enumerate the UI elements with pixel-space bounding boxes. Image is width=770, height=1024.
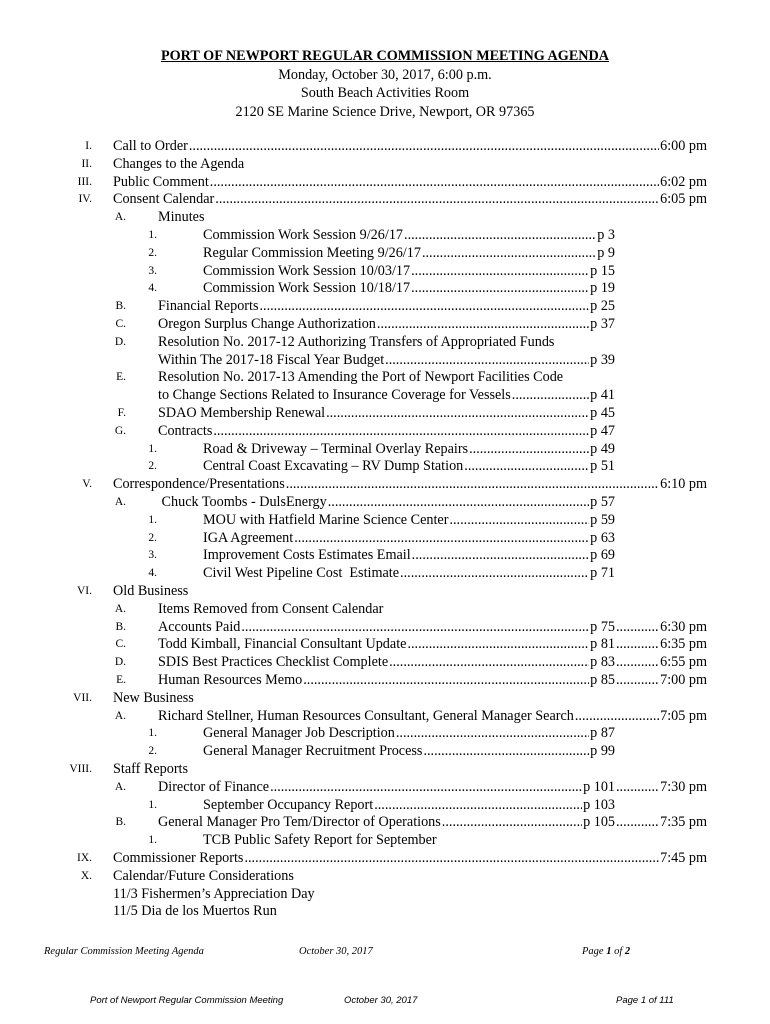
dot-leader [575,707,659,725]
dot-leader [616,618,659,636]
agenda-item-text: Resolution No. 2017-13 Amending the Port of Newport Facilities Code [158,369,564,386]
dot-leader [411,279,589,297]
dot-leader [400,564,589,582]
dot-leader [241,618,589,636]
agenda-item [0,244,770,262]
agenda-item [0,529,770,547]
agenda-item-text: MOU with Hatfield Marine Science Center [203,511,449,528]
agenda-item [0,902,770,920]
agenda-item-number: D. [114,335,126,348]
dot-leader [449,511,589,529]
agenda-item-line [158,671,615,689]
agenda-item [0,475,770,493]
dot-leader [412,546,590,564]
agenda-item-number: G. [114,424,126,437]
agenda-header [0,47,770,121]
agenda-item [0,778,770,796]
agenda-item-text: TCB Public Safety Report for September [203,832,437,849]
agenda-item [0,315,770,333]
agenda-item-number: 1. [148,834,157,847]
agenda-item [0,333,770,351]
agenda-item [0,831,770,849]
agenda-item [0,422,770,440]
dot-leader [210,173,659,191]
dot-leader [407,635,589,653]
agenda-item-page: p 57 [590,494,615,510]
agenda-item-text: Calendar/Future Considerations [113,867,294,884]
dot-leader [189,137,659,155]
agenda-item [0,653,770,671]
agenda-item-line [158,813,615,831]
agenda-item-line [158,653,615,671]
agenda-item-line [203,244,615,262]
agenda-item-text: General Manager Pro Tem/Director of Operations [158,814,441,831]
dot-leader [616,813,659,831]
agenda-item [0,190,770,208]
agenda-item-line [158,618,615,636]
agenda-item-page: p 39 [590,351,615,368]
agenda-item-text: Director of Finance [158,778,270,795]
agenda-item-line [113,173,707,191]
agenda-item-page: p 69 [590,547,615,564]
agenda-item-number: III. [77,175,92,188]
agenda-item-text: General Manager Job Description [203,725,395,742]
dot-leader [270,778,582,796]
agenda-item [0,742,770,760]
dot-leader [616,778,659,796]
agenda-item [0,457,770,475]
agenda-item [0,297,770,315]
agenda-item-text: Todd Kimball, Financial Consultant Update [158,636,407,653]
packet-footer-page: Page 1 of 111 [616,995,674,1006]
agenda-item-line [203,564,615,582]
footer-date: October 30, 2017 [299,946,373,957]
dot-leader [303,671,589,689]
dot-leader [404,226,596,244]
dot-leader [215,190,659,208]
agenda-item-time-line [615,778,707,796]
agenda-item-page: p 103 [583,796,615,813]
agenda-item [0,173,770,191]
agenda-item-number: 2. [148,531,157,544]
agenda-item-text: Commission Work Session 10/03/17 [203,262,411,279]
agenda-item-number: 4. [148,567,157,580]
agenda-item [0,440,770,458]
agenda-item-page: p 3 [597,227,615,243]
agenda-item [0,546,770,564]
agenda-item-time: 7:45 pm [660,850,707,866]
agenda-item-page: p 105 [583,814,615,831]
footer-page [582,946,630,957]
agenda-item-text: Within The 2017-18 Fiscal Year Budget [158,351,385,368]
agenda-item-line [158,351,615,369]
agenda-item-number: 3. [148,264,157,277]
agenda-item-number: C. [115,638,126,651]
agenda-item [0,600,770,618]
agenda-item-text: Call to Order [113,138,188,154]
agenda-item [0,885,770,903]
agenda-item-number: A. [114,709,126,722]
agenda-item-time-line [615,671,707,689]
agenda-item-page: p 101 [583,778,615,795]
agenda-item-line [203,546,615,564]
agenda-item-number: C. [115,318,126,330]
dot-leader [374,796,582,814]
agenda-item [0,564,770,582]
agenda-item-text: Improvement Costs Estimates Email [203,547,411,564]
agenda-item-time: 6:10 pm [660,476,707,493]
dot-leader [377,315,589,333]
agenda-item-page: p 37 [590,316,615,332]
agenda-item-time: 6:55 pm [660,654,707,671]
agenda-item-text: Consent Calendar [113,191,215,208]
agenda-item-line [113,190,707,208]
footer-page-num: 1 [606,946,612,957]
agenda-item [0,689,770,707]
agenda-item-number: A. [114,602,126,615]
dot-leader [326,404,589,422]
agenda-item-text: Changes to the Agenda [113,155,245,172]
agenda-item-line [158,635,615,653]
agenda-item-number: IV. [78,193,92,206]
footer-page-prefix: Page [582,946,607,957]
agenda-item [0,262,770,280]
agenda-item [0,155,770,173]
dot-leader [616,653,659,671]
agenda-item-line [203,742,615,760]
agenda-item-line [158,404,615,422]
agenda-item-line [158,386,615,404]
agenda-item-time: 6:05 pm [660,191,707,208]
agenda-item-number: VI. [76,585,92,597]
agenda-item-line [203,796,615,814]
agenda-item-page: p 19 [590,280,615,297]
agenda-item-page: p 45 [590,405,615,421]
agenda-item [0,760,770,778]
agenda-item-text: 11/3 Fishermen’s Appreciation Day [113,885,315,902]
agenda-item-page: p 83 [590,654,615,671]
agenda-item-text: Regular Commission Meeting 9/26/17 [203,244,421,261]
agenda-item-line [158,493,615,511]
agenda-item [0,226,770,244]
agenda-item [0,796,770,814]
agenda-item-text: Financial Reports [158,298,259,315]
agenda-item-line [203,262,615,280]
agenda-item-time-line [615,618,707,636]
agenda-item-page: p 59 [590,511,615,528]
dot-leader [213,422,589,440]
meeting-address: 2120 SE Marine Science Drive, Newport, OR 97365 [235,103,535,120]
agenda-item-number: F. [117,407,126,419]
agenda-item [0,511,770,529]
agenda-item-text: Central Coast Excavating – RV Dump Station [203,458,464,475]
agenda-item-text: Civil West Pipeline Cost Estimate [203,565,400,582]
meeting-location: South Beach Activities Room [300,85,470,101]
agenda-item-text: Staff Reports [113,761,189,777]
agenda-item [0,867,770,885]
dot-leader [423,742,589,760]
agenda-item-page: p 9 [597,244,615,261]
agenda-item [0,582,770,600]
agenda-item-number: 2. [148,745,157,758]
dot-leader [616,671,659,689]
agenda-item [0,813,770,831]
agenda-item-page: p 87 [590,725,615,742]
packet-footer-date: October 30, 2017 [344,995,418,1006]
agenda-item [0,386,770,404]
agenda-item [0,618,770,636]
page-title: PORT OF NEWPORT REGULAR COMMISSION MEETING AGENDA [160,48,610,64]
agenda-item-line [158,778,615,796]
agenda-item-number: A. [114,211,126,224]
agenda-item-number: 4. [148,282,157,295]
agenda-item-text: Accounts Paid [158,618,241,635]
agenda-item-line [203,511,615,529]
agenda-item-time: 6:02 pm [660,173,707,190]
agenda-item-number: II. [81,157,92,170]
dot-leader [385,351,589,369]
agenda-item-page: p 81 [590,636,615,653]
agenda-item-number: B. [115,300,126,313]
agenda-item-number: 1. [148,798,157,811]
agenda-item-number: 2. [148,246,157,259]
agenda-item-number: 1. [148,442,157,455]
dot-leader [389,653,589,671]
agenda-item-text: Richard Stellner, Human Resources Consultant, General Manager Search [158,707,574,724]
agenda-item-text: Correspondence/Presentations [113,476,285,493]
dot-leader [244,849,659,867]
agenda-item [0,635,770,653]
agenda-item [0,707,770,725]
agenda-item [0,493,770,511]
agenda-item [0,279,770,297]
agenda-item [0,368,770,386]
agenda-item-time: 6:00 pm [660,138,707,154]
agenda-item-number: I. [85,140,92,152]
packet-footer-doc-name: Port of Newport Regular Commission Meeting [90,995,284,1006]
agenda-item-text: Minutes [158,209,205,226]
agenda-item-number: 1. [148,727,157,740]
agenda-item-number: 1. [148,513,157,526]
dot-leader [469,440,589,458]
agenda-item-line [158,297,615,315]
agenda-item [0,724,770,742]
agenda-item-page: p 85 [590,672,615,688]
agenda-item-time-line [615,635,707,653]
dot-leader [328,493,589,511]
agenda-item-number: VII. [73,691,92,704]
agenda-item-number: 3. [148,549,157,562]
agenda-item-text: Commission Work Session 10/18/17 [203,280,411,297]
agenda-item [0,208,770,226]
agenda-item-text: Resolution No. 2017-12 Authorizing Transfers of Appropriated Funds [158,333,555,350]
agenda-item-text: New Business [113,689,194,706]
agenda-item-line [158,707,707,725]
agenda-item-text: 11/5 Dia de los Muertos Run [113,903,277,920]
agenda-item-text: General Manager Recruitment Process [203,743,423,760]
agenda-item-page: p 99 [590,743,615,760]
agenda-item [0,137,770,155]
agenda-item-text: SDAO Membership Renewal [158,405,326,421]
agenda-item-time: 6:35 pm [660,636,707,653]
agenda-item [0,671,770,689]
footer-page-total: 2 [624,946,631,957]
agenda-item-line [203,226,615,244]
agenda-item-text: Human Resources Memo [158,672,303,688]
dot-leader [616,635,659,653]
agenda-item-text: September Occupancy Report [203,796,374,813]
agenda-item-text: Road & Driveway – Terminal Overlay Repairs [203,440,469,457]
agenda-item-number: E. [116,371,126,384]
agenda-item-time: 7:00 pm [660,672,707,688]
agenda-item-text: Old Business [113,583,189,599]
agenda-item-page: p 15 [590,262,615,279]
dot-leader [259,297,589,315]
agenda-item-page: p 51 [590,458,615,475]
agenda-item [0,404,770,422]
agenda-item-time: 7:35 pm [660,814,707,831]
agenda-item [0,351,770,369]
agenda-item-line [158,315,615,333]
agenda-item-line [113,849,707,867]
agenda-item-number: A. [114,496,126,508]
agenda-item-number: V. [82,478,92,491]
agenda-item-time: 7:05 pm [660,707,707,724]
agenda-item-number: X. [80,869,92,882]
agenda-item-number: IX. [76,852,92,864]
agenda-item-text: Commissioner Reports [113,850,244,866]
agenda-item-number: A. [114,780,126,793]
agenda-item-line [203,457,615,475]
agenda-item-number: 1. [148,229,157,241]
agenda-item-time: 6:30 pm [660,618,707,635]
agenda-item-page: p 25 [590,298,615,315]
agenda-item-number: VIII. [69,763,92,775]
agenda-item-number: 2. [148,460,157,473]
agenda-item-number: D. [114,656,126,669]
agenda-item-text: Commission Work Session 9/26/17 [203,227,404,243]
agenda-item-time-line [615,653,707,671]
agenda-item-line [113,475,707,493]
agenda-item-number: B. [115,816,126,829]
meeting-date-time: Monday, October 30, 2017, 6:00 p.m. [278,66,492,83]
agenda-item-page: p 75 [590,618,615,635]
agenda-item-line [203,279,615,297]
agenda-item-page: p 41 [590,387,615,404]
footer-page-of: of [611,946,625,957]
dot-leader [294,529,589,547]
agenda-item-line [203,440,615,458]
dot-leader [396,724,589,742]
agenda-item-text: to Change Sections Related to Insurance Coverage for Vessels [158,387,511,404]
dot-leader [422,244,596,262]
footer-doc-name: Regular Commission Meeting Agenda [44,946,204,957]
agenda-item-page: p 49 [590,440,615,457]
agenda-item-text: Oregon Surplus Change Authorization [158,316,376,332]
agenda-item-time: 7:30 pm [660,778,707,795]
dot-leader [512,386,589,404]
dot-leader [411,262,589,280]
agenda-item-line [158,422,615,440]
agenda-item-time-line [615,813,707,831]
agenda-item-text: Items Removed from Consent Calendar [158,600,384,617]
agenda-item-line [113,137,707,155]
agenda-item-line [203,724,615,742]
agenda-item-text: IGA Agreement [203,529,294,546]
agenda-item [0,849,770,867]
agenda-item-text: Contracts [158,422,213,439]
agenda-item-page: p 71 [590,565,615,582]
agenda-item-text: Chuck Toombs - DulsEnergy [158,494,327,510]
dot-leader [286,475,659,493]
agenda-item-page: p 47 [590,422,615,439]
dot-leader [464,457,589,475]
agenda-item-line [203,529,615,547]
agenda-item-number: B. [115,620,126,633]
dot-leader [442,813,582,831]
agenda-item-text: Public Comment [113,173,209,190]
agenda-item-page: p 63 [590,529,615,546]
agenda-item-number: E. [116,674,126,686]
agenda-item-text: SDIS Best Practices Checklist Complete [158,654,389,671]
